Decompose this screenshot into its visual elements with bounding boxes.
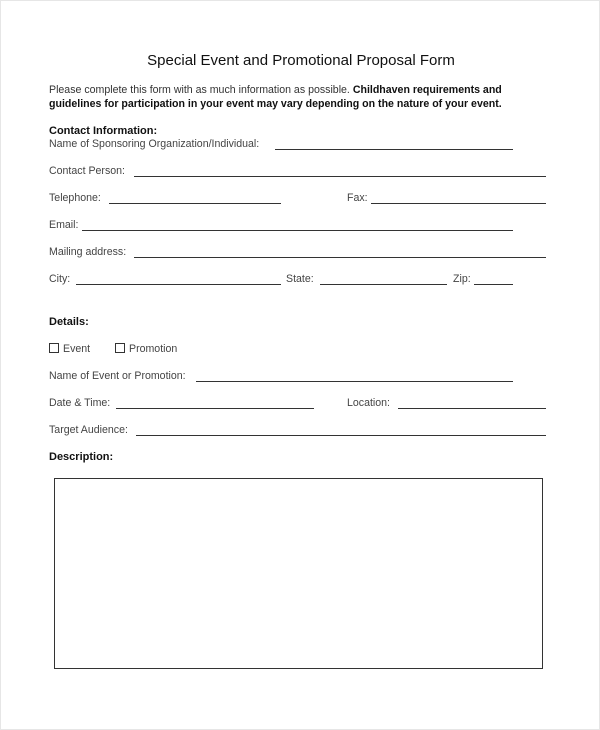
- telephone-label: Telephone:: [49, 192, 101, 204]
- description-box[interactable]: [54, 478, 543, 669]
- location-field[interactable]: [398, 408, 546, 409]
- city-label: City:: [49, 273, 71, 285]
- email-label: Email:: [49, 219, 79, 231]
- page-title: Special Event and Promotional Proposal Form: [147, 52, 455, 69]
- event-name-label: Name of Event or Promotion:: [49, 370, 186, 382]
- contact-person-field[interactable]: [134, 176, 546, 177]
- fax-label: Fax:: [347, 192, 368, 204]
- intro-text: [49, 83, 519, 111]
- checkbox-icon[interactable]: [115, 343, 125, 353]
- email-field[interactable]: [82, 230, 513, 231]
- target-audience-field[interactable]: [136, 435, 546, 436]
- zip-label: Zip:: [453, 273, 471, 285]
- contact-person-label: Contact Person:: [49, 165, 125, 177]
- event-name-field[interactable]: [196, 381, 513, 382]
- checkbox-icon[interactable]: [49, 343, 59, 353]
- org-field[interactable]: [275, 149, 513, 150]
- telephone-field[interactable]: [109, 203, 281, 204]
- promotion-option-label: Promotion: [129, 343, 178, 355]
- date-time-label: Date & Time:: [49, 397, 111, 409]
- zip-field[interactable]: [474, 284, 513, 285]
- org-label: Name of Sponsoring Organization/Individual:: [49, 138, 260, 150]
- contact-heading: Contact Information:: [49, 125, 158, 137]
- intro-plain: Please complete this form with as much information as possible.: [49, 84, 353, 96]
- state-label: State:: [286, 273, 314, 285]
- description-heading: Description:: [49, 451, 114, 463]
- promotion-checkbox[interactable]: [115, 343, 177, 355]
- event-option-label: Event: [63, 343, 91, 355]
- location-label: Location:: [347, 397, 390, 409]
- date-time-field[interactable]: [116, 408, 314, 409]
- intro-bold: Childhaven requirements and guidelines for participation in your event may vary depending on the nature of your event.: [49, 84, 502, 110]
- mailing-address-field[interactable]: [134, 257, 546, 258]
- state-field[interactable]: [320, 284, 447, 285]
- event-checkbox[interactable]: [49, 343, 90, 355]
- city-field[interactable]: [76, 284, 281, 285]
- fax-field[interactable]: [371, 203, 546, 204]
- mailing-address-label: Mailing address:: [49, 246, 127, 258]
- target-audience-label: Target Audience:: [49, 424, 128, 436]
- details-heading: Details:: [49, 316, 89, 328]
